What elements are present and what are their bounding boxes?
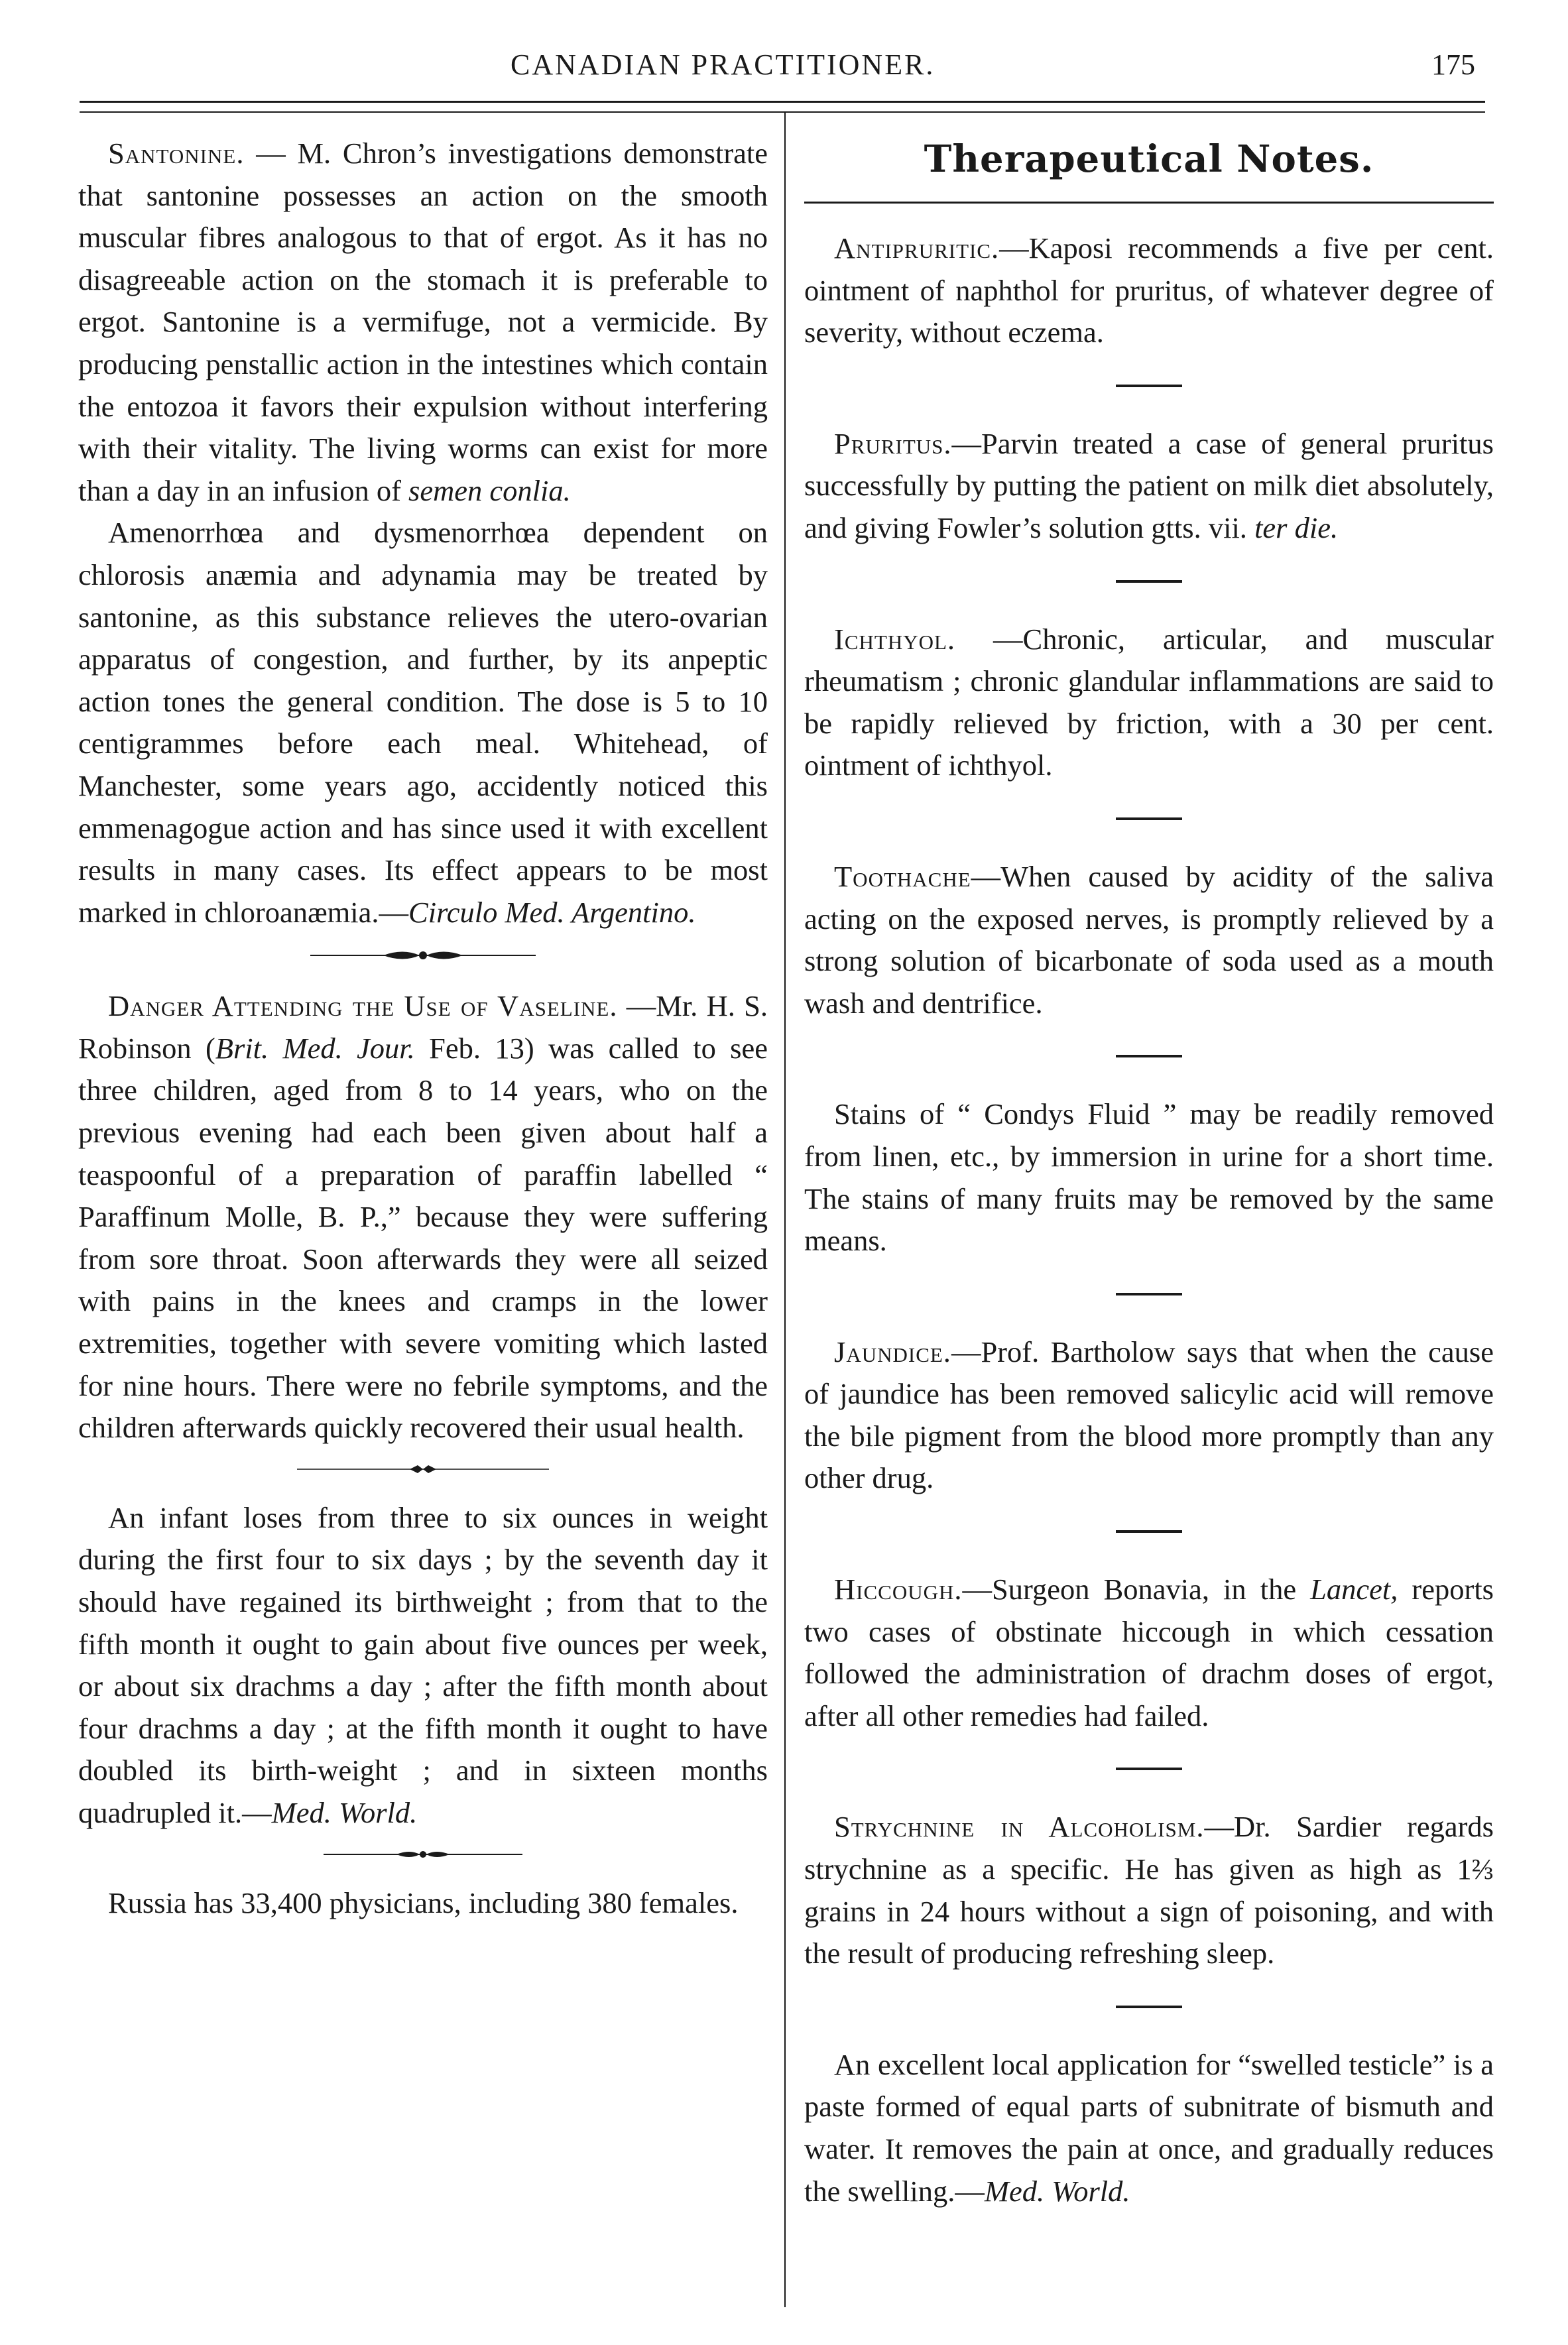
- running-title: CANADIAN PRACTITIONER.: [511, 48, 935, 81]
- note-italic: ter die.: [1254, 511, 1339, 544]
- column-divider: [784, 113, 786, 2307]
- note-pruritus: [804, 423, 1494, 550]
- page-number: 175: [1431, 48, 1475, 81]
- left-column: [78, 133, 768, 1924]
- note-local-application: [804, 2044, 1494, 2212]
- note-lead: Pruritus.: [834, 426, 952, 460]
- note-text: —Chronic, articular, and muscular rheumatism ; chronic glandular inflammations are said to be rapidly relieved by friction, with a 30 per cent. ointment of ichthyol.: [804, 622, 1494, 782]
- note-text: —Prof. Bartholow says that when the cause of jaundice has been removed salicylic acid will remove the bile pigment from the blood more promptly than any other drug.: [804, 1335, 1494, 1495]
- note-lead: Ichthyol.: [834, 622, 956, 656]
- note-italic: Med. World.: [984, 2174, 1130, 2208]
- note-lead: Hiccough.: [834, 1573, 963, 1606]
- note-jaundice: [804, 1331, 1494, 1500]
- note-separator: [1116, 2006, 1182, 2008]
- infant-paragraph: [78, 1497, 768, 1834]
- note-antipruritic: [804, 227, 1494, 354]
- note-italic: Lancet,: [1310, 1573, 1398, 1606]
- note-text: —Parvin treated a case of general pruritus successfully by putting the patient on milk diet absolutely, and giving Fowler’s solution gtts. vii.: [804, 426, 1494, 544]
- santonine-text: — M. Chron’s investigations demonstrate that santonine possesses an action on the smooth muscular fibres analogous to that of ergot. As it has no disagreeable action on the stomach it is preferable to ergot. Santonine is a vermifuge, not a vermicide. By producing penstallic action in the intestines which contain the entozoa it favors their expulsion without interfering with their vitality. The living worms can exist for more than a day in an infusion of: [78, 137, 768, 507]
- note-separator: [1116, 817, 1182, 820]
- note-text: —When caused by acidity of the saliva acting on the exposed nerves, is promptly relieved by a strong solution of bicarbonate of soda used as a mouth wash and dentrifice.: [804, 859, 1494, 1020]
- infant-text: An infant loses from three to six ounces in weight during the first four to six days ; by the seventh day it should have regained its birthweight ; from that to the fifth month it ought to gain about five ounces per week, or about six drachms a day ; after the fifth month about four drachms a day ; at the fifth month it ought to have doubled its birth-weight ; and in sixteen months quadrupled it.—: [78, 1500, 768, 1829]
- note-separator: [1116, 385, 1182, 387]
- heading-rule: [804, 202, 1494, 204]
- note-separator: [1116, 1293, 1182, 1295]
- note-text: —Surgeon Bonavia, in the: [962, 1573, 1311, 1606]
- note-separator: [1116, 1530, 1182, 1533]
- russia-text: Russia has 33,400 physicians, including 380 females.: [108, 1886, 739, 1919]
- note-text: An excellent local application for “swelled testicle” is a paste formed of equal parts of subnitrate of bismuth and water. It removes the pain at once, and gradually reduces the swelling.—: [804, 2047, 1494, 2208]
- russia-paragraph: [78, 1882, 768, 1925]
- santonine-text-2: Amenorrhœa and dysmenorrhœa dependent on chlorosis anæmia and adynamia may be treated by santonine, as this substance relieves the utero-ovarian apparatus of congestion, and further, by its anpeptic action tones the general condition. The dose is 5 to 10 centigrammes before each meal. Whitehead, of Manchester, some years ago, accidently noticed this emmenagogue action and has since used it with excellent results in many cases. Its effect appears to be most marked in chloroanæmia.—: [78, 516, 768, 929]
- vaseline-journal: Brit. Med. Jour.: [215, 1031, 415, 1065]
- vaseline-text-b: Feb. 13) was called to see three children, aged from 8 to 14 years, who on the previous evening had each been given about half a teaspoonful of a preparation of paraffin labelled “ Paraffinum Molle, B. P.,” because they were suffering from sore throat. Soon afterwards they were all seized with pains in the knees and cramps in the lower extremities, together with severe vomiting which lasted for nine hours. There were no febrile symptoms, and the children afterwards quickly recovered their usual health.: [78, 1031, 768, 1445]
- note-lead: Strychnine in Alcoholism.: [834, 1810, 1205, 1844]
- vaseline-text-a: —Mr. H. S. Robinson (: [78, 989, 768, 1065]
- header-rule: [80, 101, 1485, 103]
- ornament-divider: [310, 945, 536, 965]
- note-lead: Antipruritic.: [834, 231, 1000, 265]
- note-text: —Dr. Sardier regards strychnine as a specific. He has given as high as 1⅔ grains in 24 hours without a sign of poisoning, and with the result of producing refreshing sleep.: [804, 1810, 1494, 1970]
- note-text-2: reports two cases of obstinate hiccough in which cessation followed the administration of drachm doses of ergot, after all other remedies had failed.: [804, 1573, 1494, 1732]
- note-text: —Kaposi recommends a five per cent. ointment of naphthol for pruritus, of whatever degree of severity, without eczema.: [804, 231, 1494, 349]
- note-lead: Jaundice.: [834, 1335, 951, 1368]
- note-lead: Toothache: [834, 859, 971, 893]
- ornament-divider-3: [324, 1846, 522, 1862]
- right-column: [804, 133, 1494, 2212]
- note-condys-fluid: [804, 1093, 1494, 1262]
- note-toothache: [804, 856, 1494, 1024]
- santonine-italic: semen conlia.: [408, 473, 571, 507]
- vaseline-paragraph: [78, 985, 768, 1449]
- note-hiccough: [804, 1569, 1494, 1737]
- note-text: Stains of “ Condys Fluid ” may be readily removed from linen, etc., by immersion in urine for a short time. The stains of many fruits may be removed by the same means.: [804, 1097, 1494, 1258]
- note-strychnine: [804, 1806, 1494, 1974]
- vaseline-lead: Danger Attending the Use of Vaseline.: [108, 989, 618, 1023]
- note-separator: [1116, 580, 1182, 583]
- note-ichthyol: [804, 619, 1494, 787]
- note-separator: [1116, 1768, 1182, 1770]
- ornament-divider-2: [297, 1461, 549, 1477]
- note-separator: [1116, 1055, 1182, 1057]
- header-rule-double: [80, 111, 1485, 113]
- page-header: [80, 38, 1485, 98]
- infant-citation: Med. World.: [271, 1795, 418, 1829]
- santonine-lead: Santonine.: [108, 137, 245, 170]
- santonine-paragraph: [78, 133, 768, 512]
- santonine-citation: Circulo Med. Argentino.: [408, 895, 696, 929]
- section-heading: Therapeutical Notes.: [924, 137, 1374, 181]
- santonine-paragraph-2: [78, 512, 768, 933]
